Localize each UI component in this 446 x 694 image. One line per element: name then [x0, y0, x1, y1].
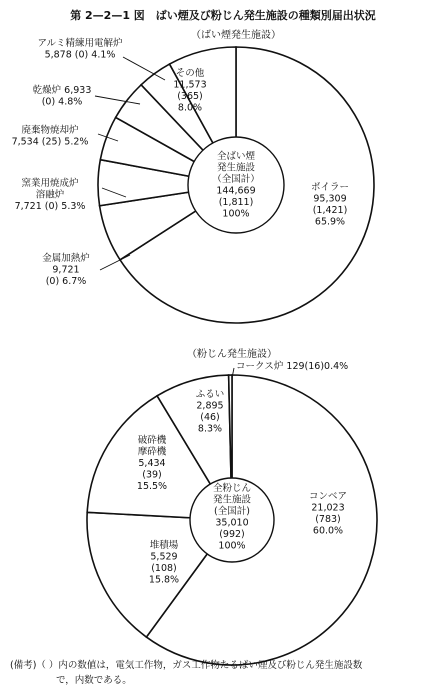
pie1-slice-label: (0) 6.7% — [45, 276, 87, 287]
pie1-slice-label: 廃棄物焼却炉 — [21, 125, 79, 136]
pie1-slice-label: 窯業用焼成炉 — [21, 178, 79, 189]
pie2-slice-label: 8.3% — [197, 423, 223, 435]
pie1-leader-line — [123, 57, 165, 80]
pie2-slice-label: 21,023 — [311, 502, 345, 514]
pie1-slice-label: その他 — [175, 68, 205, 79]
pie1-slice-label: ボイラー — [310, 182, 350, 193]
pie2-slice-label: (46) — [200, 412, 220, 423]
pie2-slice-label: 15.5% — [136, 481, 168, 492]
pie2-center-text: 35,010 — [215, 517, 249, 529]
pie1-slice-label: (365) — [177, 91, 203, 102]
note-line-1: (備考)（ ）内の数値は，電気工作物，ガス工作物たるばい煙及び粉じん発生施設数 — [10, 660, 363, 671]
pie1-center-text: (1,811) — [218, 197, 254, 208]
pie2-center-text: (全国計) — [214, 506, 250, 517]
pie2-slice-label: コークス炉 129(16)0.4% — [236, 361, 349, 372]
note-line-2: で，内数である。 — [56, 675, 132, 686]
pie2-slice-label: 5,529 — [150, 551, 178, 563]
pie2-slice-label: 15.8% — [148, 574, 180, 586]
pie1-slice-label: 5,878 (0) 4.1% — [44, 49, 116, 61]
pie2-slice-label: 2,895 — [196, 400, 224, 412]
pie1-slice-label: 乾燥炉 6,933 — [32, 85, 92, 96]
pie2-slice-label: (108) — [151, 563, 177, 574]
pie1-slice-label: (0) 4.8% — [41, 96, 83, 108]
pie1-slice-label: アルミ精練用電解炉 — [37, 38, 123, 49]
pie1-slice-label: 65.9% — [314, 216, 346, 228]
pie2-center-text: 全粉じん — [212, 483, 252, 494]
pie2-slice-label: 5,434 — [138, 458, 166, 469]
pie2-slice-label: 破砕機 — [137, 435, 167, 446]
pie2-slice-label: ふるい — [195, 389, 225, 400]
pie1-center-text: 100% — [222, 208, 250, 220]
pie1-slice-label: (1,421) — [312, 205, 348, 216]
pie1-subtitle: （ばい煙発生施設） — [191, 30, 281, 41]
pie2-center-text: (992) — [219, 529, 245, 540]
pie2-slice-label: 摩砕機 — [137, 446, 167, 458]
pie1-center-text: （全国計） — [212, 174, 260, 185]
pie1-slice-label: 溶融炉 — [35, 189, 65, 201]
pie2-center-text: 100% — [218, 540, 246, 552]
pie2-subtitle: （粉じん発生施設） — [187, 349, 277, 360]
pie1-center-text: 全ばい煙 — [216, 151, 256, 162]
pie1-center-text: 144,669 — [216, 185, 256, 197]
pie1-slice-label: 金属加熱炉 — [42, 253, 90, 264]
pie1-slice-label: 95,309 — [313, 193, 347, 205]
pie1-slice-label: 7,534 (25) 5.2% — [11, 136, 89, 148]
pie1-slice-label: 7,721 (0) 5.3% — [14, 201, 86, 212]
figure-title: 第 2—2—1 図 ばい煙及び粉じん発生施設の種類別届出状況 — [70, 9, 376, 22]
pie1-slice-label: 9,721 — [52, 264, 80, 276]
pie2-slice-label: 60.0% — [312, 525, 344, 537]
pie1-center-text: 発生施設 — [216, 162, 256, 174]
pie-chart-smoke-facilities — [12, 28, 374, 323]
pie2-slice-label: コンベア — [308, 491, 348, 502]
pie2-slice-label: 堆積場 — [149, 540, 179, 551]
pie2-slice-label: (783) — [315, 514, 341, 525]
pie1-slice-label: 11,573 — [173, 79, 207, 91]
pie2-center-text: 発生施設 — [212, 494, 252, 506]
pie1-slice-label: 8.0% — [177, 102, 203, 114]
pie-chart-dust-facilities — [87, 347, 377, 665]
pie2-slice-label: (39) — [142, 469, 162, 481]
